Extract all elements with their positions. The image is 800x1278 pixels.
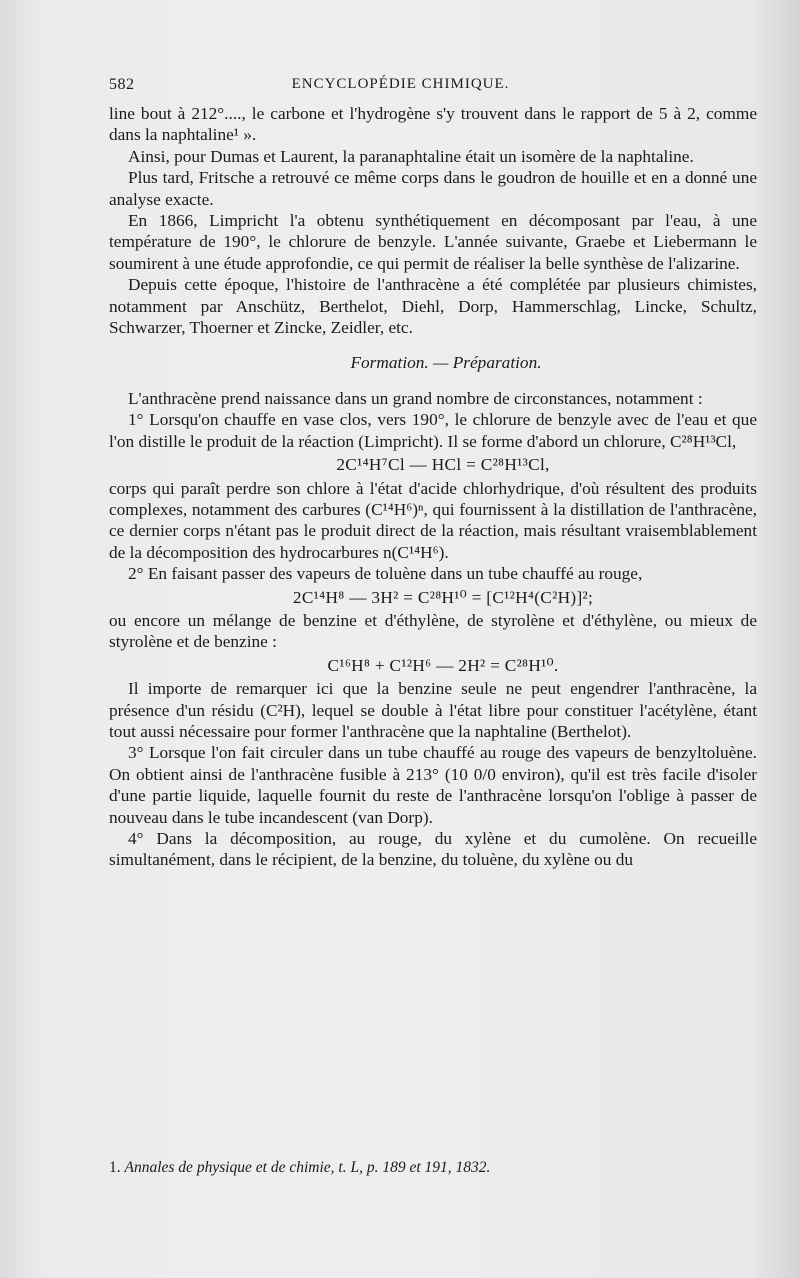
paragraph-10: ou encore un mélange de benzine et d'éthylène, de styrolène et d'éthylène, ou mieux de styrolène et de benzine :: [109, 610, 757, 652]
paragraph-3: Plus tard, Fritsche a retrouvé ce même corps dans le goudron de houille et en a donné une analyse exacte.: [109, 168, 757, 209]
page-number: 582: [109, 76, 135, 93]
paragraph-2: Ainsi, pour Dumas et Laurent, la paranaphtaline était un isomère de la naphtaline.: [128, 146, 694, 166]
paragraph-6: L'anthracène prend naissance dans un grand nombre de circonstances, notamment :: [128, 388, 703, 408]
paragraph-9: 2° En faisant passer des vapeurs de toluène dans un tube chauffé au rouge,: [128, 564, 643, 584]
paragraph-11: Il importe de remarquer ici que la benzine seule ne peut engendrer l'anthracène, la présence d'un résidu (C²H), lequel se double à l'état libre pour constituer l'acétylène, étant tout aussi nécessaire pour former l'anthracène que la naphtaline (Berthelot).: [109, 679, 757, 741]
formula-3: C¹⁶H⁸ + C¹²H⁶ — 2H² = C²⁸H¹⁰.: [327, 655, 559, 675]
spacer: [109, 374, 757, 388]
formula-2: 2C¹⁴H⁸ — 3H² = C²⁸H¹⁰ = [C¹²H⁴(C²H)]²;: [292, 587, 594, 607]
paragraph-4: En 1866, Limpricht l'a obtenu synthétiquement en décomposant par l'eau, à une température de 190°, le chlorure de benzyle. L'année suivante, Graebe et Liebermann le soumirent à une étude approfondie, ce qui permit de réaliser la belle synthèse de l'alizarine.: [109, 211, 757, 273]
formula-1: 2C¹⁴H⁷Cl — HCl = C²⁸H¹³Cl,: [336, 455, 550, 475]
page-header: [109, 76, 692, 98]
section-heading: Formation. — Préparation.: [350, 353, 542, 373]
footnote-text: Annales de physique et de chimie, t. L, p. 189 et 191, 1832.: [124, 1159, 491, 1176]
footnote-label: 1.: [109, 1159, 121, 1176]
paragraph-5: Depuis cette époque, l'histoire de l'anthracène a été complétée par plusieurs chimistes, notamment par Anschütz, Berthelot, Diehl, Dorp, Hammerschlag, Lincke, Schultz, Schwarzer, Thoerner et Zincke, Zeidler, etc.: [109, 275, 757, 338]
running-title: ENCYCLOPÉDIE CHIMIQUE.: [291, 76, 510, 92]
main-text: [109, 103, 757, 871]
paragraph-12: 3° Lorsque l'on fait circuler dans un tube chauffé au rouge des vapeurs de benzyltoluène. On obtient ainsi de l'anthracène fusible à 213° (10 0/0 environ), qu'il est très facile d'isoler d'une partie liquide, laquelle fournit du reste de l'anthracène lorsqu'on l'oblige à passer de nouveau dans le tube incandescent (van Dorp).: [109, 743, 757, 827]
footnote: [109, 1159, 757, 1177]
paragraph-1: line bout à 212°...., le carbone et l'hydrogène s'y trouvent dans le rapport de 5 à 2, comme dans la naphtaline¹ ».: [109, 104, 757, 145]
paragraph-13: 4° Dans la décomposition, au rouge, du xylène et du cumolène. On recueille simultanément, dans le récipient, de la benzine, du toluène, du xylène ou du: [109, 829, 757, 870]
spacer: [109, 338, 757, 352]
paragraph-7: 1° Lorsqu'on chauffe en vase clos, vers 190°, le chlorure de benzyle avec de l'eau et que l'on distille le produit de la réaction (Limpricht). Il se forme d'abord un chlorure, C²⁸H¹³Cl,: [109, 410, 757, 451]
paragraph-8: corps qui paraît perdre son chlore à l'état d'acide chlorhydrique, d'où résultent des produits complexes, notamment des carbures (C¹⁴H⁶)ⁿ, qui fournissent à la distillation de l'anthracène, ce dernier corps n'étant pas le produit direct de la réaction, mais résultant vraisemblablement de la décomposition des hydrocarbures n(C¹⁴H⁶).: [109, 478, 757, 562]
